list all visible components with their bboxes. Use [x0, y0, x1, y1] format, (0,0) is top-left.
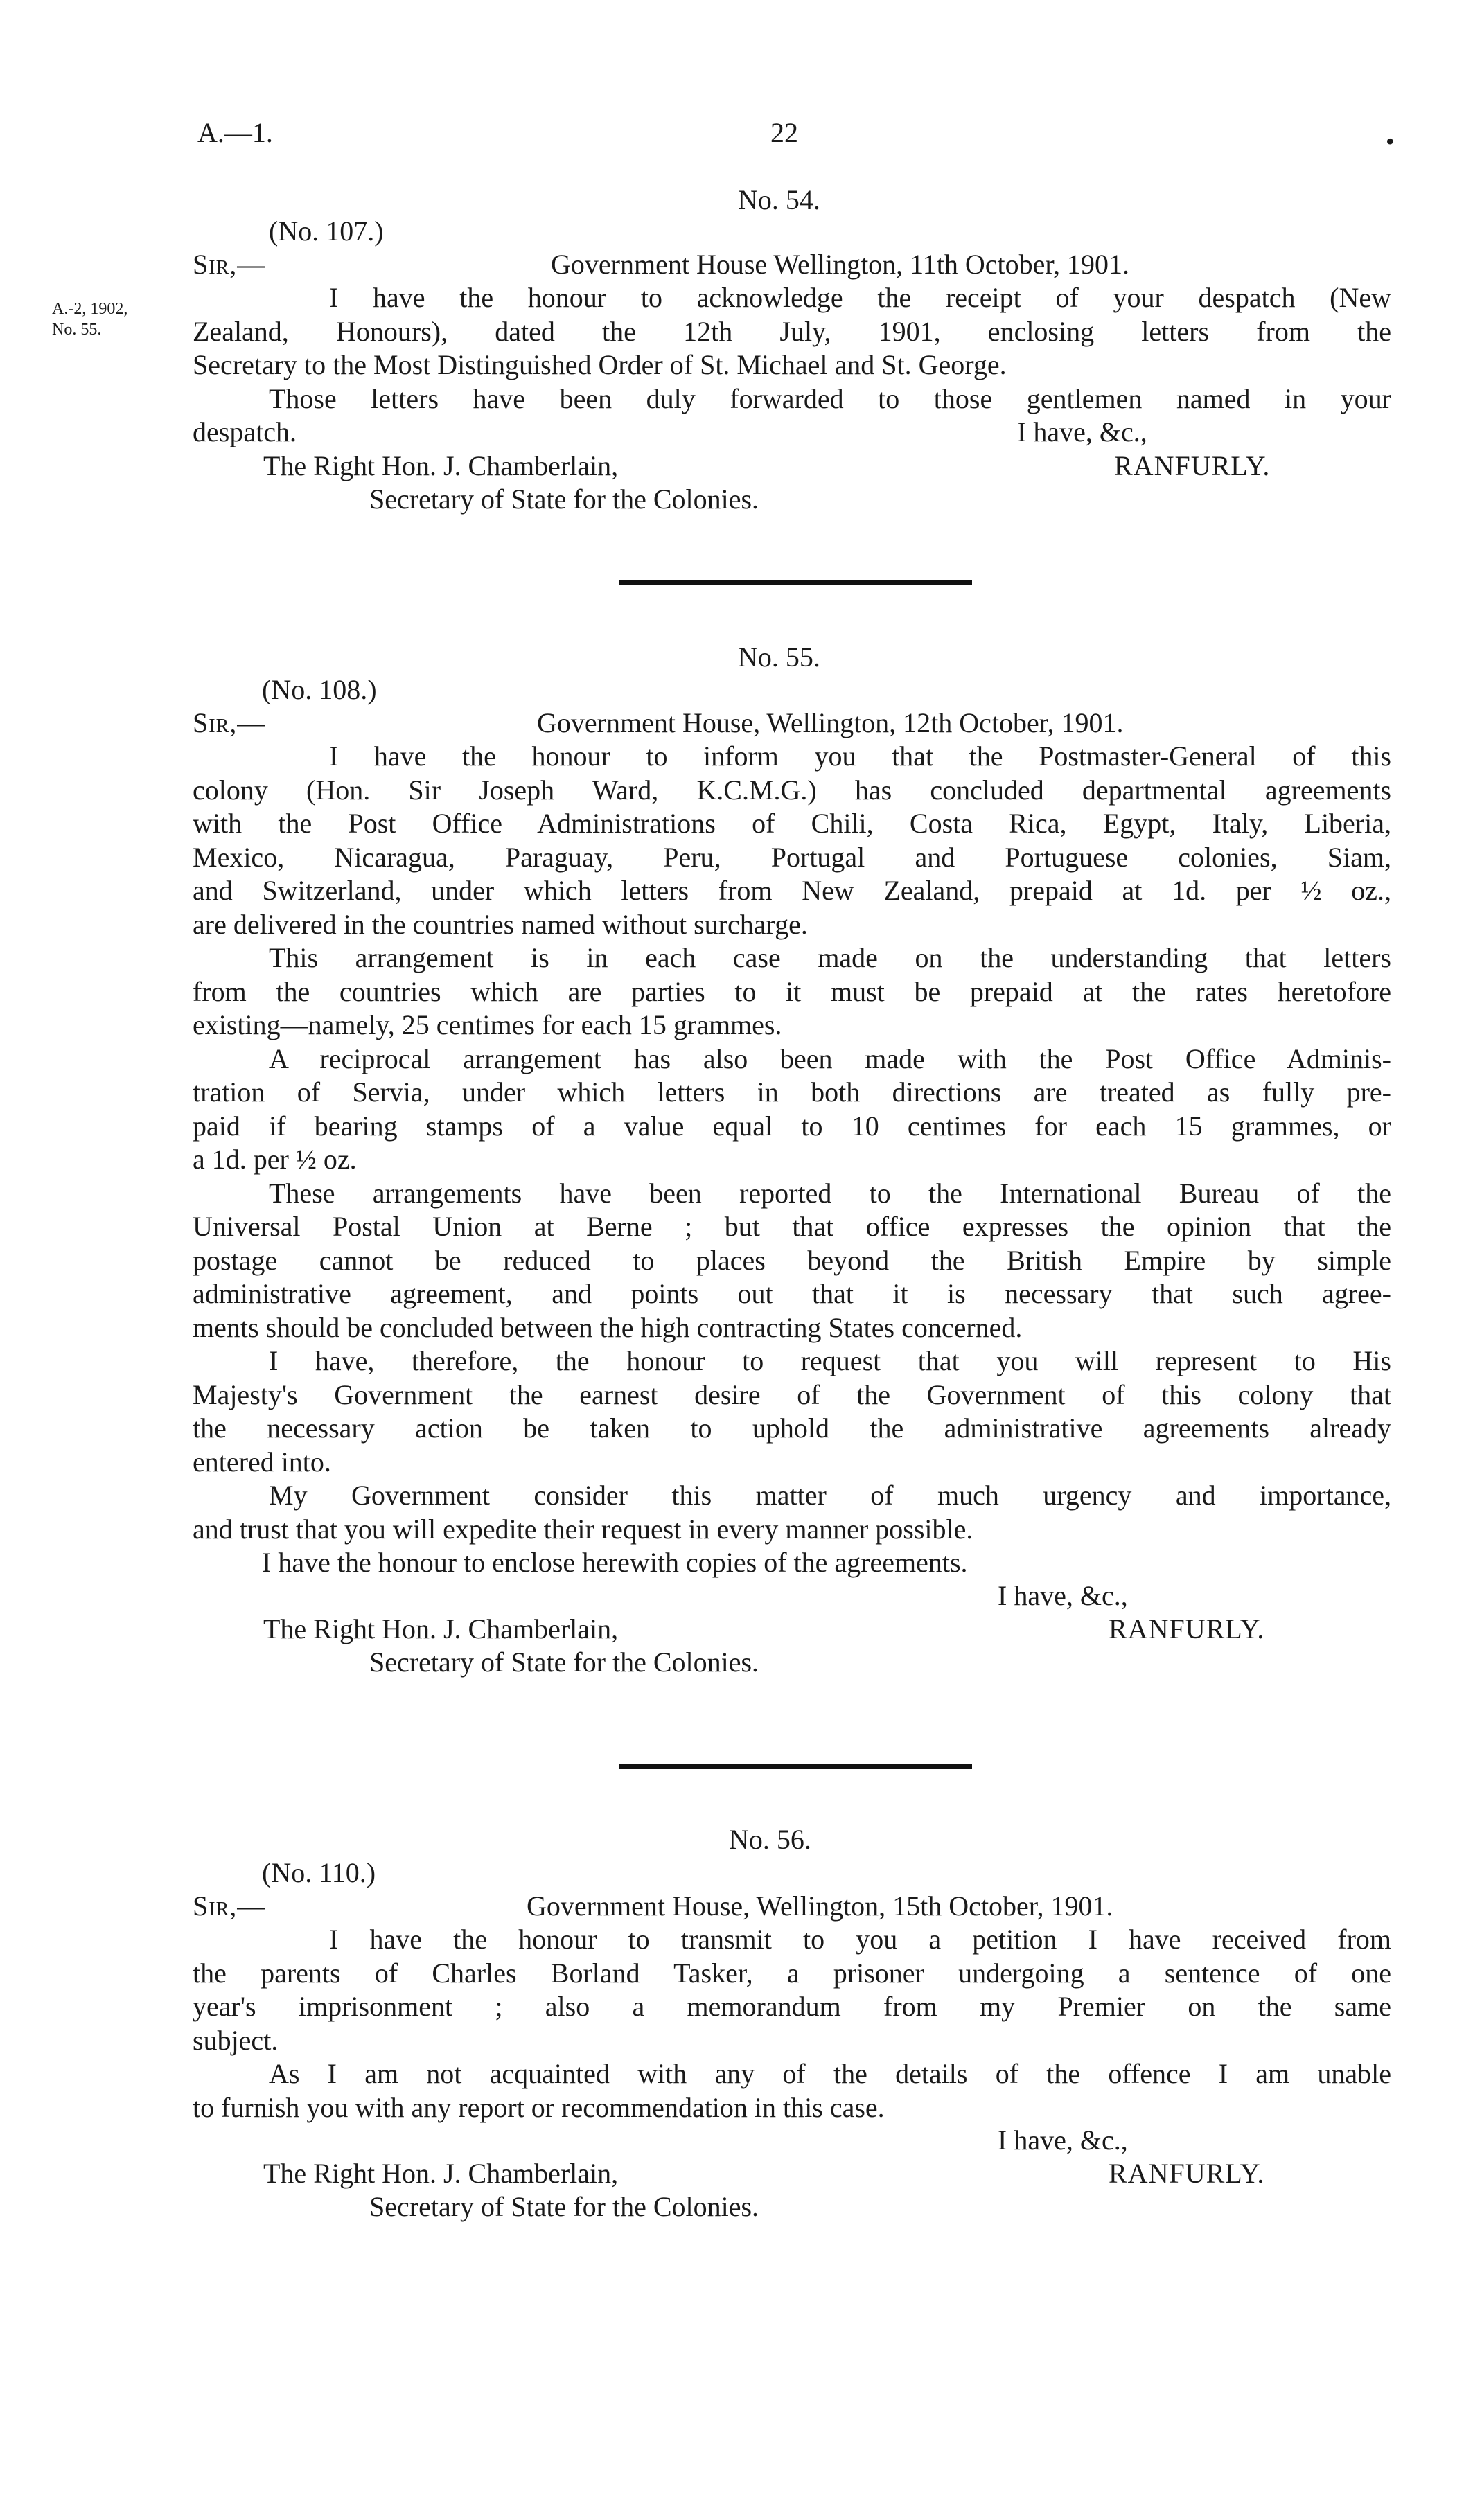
body-line: entered into.	[193, 1446, 331, 1478]
body-line: I have, therefore, the honour to request that you will represent to His	[269, 1345, 1391, 1376]
despatch-ref: (No. 108.)	[262, 674, 377, 705]
signature: RANFURLY.	[1114, 450, 1271, 481]
despatch-heading: No. 54.	[738, 184, 820, 215]
body-line: tration of Servia, under which letters in both directions are treated as fully pre-	[193, 1076, 1391, 1108]
body-line: postage cannot be reduced to places beyond the British Empire by simple	[193, 1244, 1391, 1276]
despatch-body	[193, 740, 1391, 1580]
body-line: I have the honour to acknowledge the receipt of your despatch (New	[329, 282, 1391, 313]
body-line: Secretary to the Most Distinguished Order of St. Michael and St. George.	[193, 349, 1007, 380]
body-line: with the Post Office Administrations of Chili, Costa Rica, Egypt, Italy, Liberia,	[193, 808, 1391, 839]
despatch-ref: (No. 107.)	[269, 215, 384, 247]
closing: I have, &c.,	[1017, 416, 1147, 447]
body-line: ments should be concluded between the high contracting States concerned.	[193, 1311, 1023, 1343]
recipient-title: Secretary of State for the Colonies.	[369, 2191, 759, 2222]
despatch-body	[193, 1923, 1391, 2124]
body-line: Those letters have been duly forwarded to those gentlemen named in your	[269, 382, 1391, 414]
body-line: and trust that you will expedite their request in every manner possible.	[193, 1513, 973, 1545]
recipient-title: Secretary of State for the Colonies.	[369, 1647, 759, 1678]
recipient-title: Secretary of State for the Colonies.	[369, 483, 759, 515]
page-header-left: A.—1.	[197, 117, 273, 148]
body-line: Mexico, Nicaragua, Paraguay, Peru, Portugal and Portuguese colonies, Siam,	[193, 841, 1391, 873]
despatch-heading: No. 55.	[738, 641, 820, 673]
body-line: are delivered in the countries named without surcharge.	[193, 908, 808, 940]
body-line: Universal Postal Union at Berne ; but that office expresses the opinion that the	[193, 1211, 1391, 1242]
body-line: This arrangement is in each case made on the understanding that letters	[269, 942, 1391, 973]
body-line: and Switzerland, under which letters from New Zealand, prepaid at 1d. per ½ oz.,	[193, 875, 1391, 906]
margin-note-line2: No. 55.	[52, 321, 102, 339]
body-line: As I am not acquainted with any of the details of the offence I am unable	[269, 2058, 1391, 2089]
body-line: I have the honour to enclose herewith copies of the agreements.	[262, 1547, 968, 1578]
body-line: paid if bearing stamps of a value equal to 10 centimes for each 15 grammes, or	[193, 1110, 1391, 1142]
closing: I have, &c.,	[998, 2124, 1128, 2156]
body-line: My Government consider this matter of much urgency and importance,	[269, 1480, 1391, 1511]
body-line: despatch.	[193, 416, 297, 447]
salutation: Sir,—	[193, 249, 266, 280]
salutation: Sir,—	[193, 1890, 266, 1922]
body-line: Majesty's Government the earnest desire of the Government of this colony that	[193, 1378, 1391, 1410]
body-line: to furnish you with any report or recommendation in this case.	[193, 2091, 885, 2123]
signature: RANFURLY.	[1109, 1613, 1265, 1644]
body-line: administrative agreement, and points out that it is necessary that such agree-	[193, 1278, 1391, 1309]
recipient: The Right Hon. J. Chamberlain,	[263, 2158, 619, 2189]
despatch-heading: No. 56.	[729, 1824, 811, 1855]
section-divider	[619, 1764, 972, 1769]
body-line: existing—namely, 25 centimes for each 15 grammes.	[193, 1009, 782, 1040]
section-divider	[619, 580, 972, 585]
despatch-ref: (No. 110.)	[262, 1857, 376, 1888]
recipient: The Right Hon. J. Chamberlain,	[263, 450, 619, 481]
body-line: colony (Hon. Sir Joseph Ward, K.C.M.G.) has concluded departmental agreements	[193, 774, 1391, 806]
body-line: the necessary action be taken to uphold the administrative agreements already	[193, 1412, 1391, 1444]
page-number: 22	[770, 117, 798, 148]
body-line: a 1d. per ½ oz.	[193, 1144, 357, 1175]
address-line: Government House Wellington, 11th October, 1901.	[551, 249, 1130, 280]
body-line: These arrangements have been reported to the International Bureau of the	[269, 1177, 1391, 1209]
body-line: A reciprocal arrangement has also been made with the Post Office Adminis-	[269, 1042, 1391, 1074]
salutation: Sir,—	[193, 707, 266, 738]
page-mark: •	[1386, 127, 1395, 155]
address-line: Government House, Wellington, 12th October, 1901.	[537, 707, 1124, 738]
body-line: Zealand, Honours), dated the 12th July, 1901, enclosing letters from the	[193, 315, 1391, 347]
address-line: Government House, Wellington, 15th October, 1901.	[527, 1890, 1113, 1922]
closing: I have, &c.,	[998, 1580, 1128, 1611]
body-line: subject.	[193, 2024, 279, 2056]
body-line: year's imprisonment ; also a memorandum from my Premier on the same	[193, 1991, 1391, 2022]
recipient: The Right Hon. J. Chamberlain,	[263, 1613, 619, 1644]
signature: RANFURLY.	[1109, 2158, 1265, 2189]
body-line: I have the honour to inform you that the Postmaster-General of this	[329, 740, 1391, 772]
body-line: I have the honour to transmit to you a petition I have received from	[329, 1924, 1391, 1955]
despatch-body	[193, 281, 1391, 450]
body-line: the parents of Charles Borland Tasker, a prisoner undergoing a sentence of one	[193, 1957, 1391, 1989]
margin-note-line1: A.-2, 1902,	[52, 300, 128, 318]
body-line: from the countries which are parties to it must be prepaid at the rates heretofore	[193, 975, 1391, 1007]
